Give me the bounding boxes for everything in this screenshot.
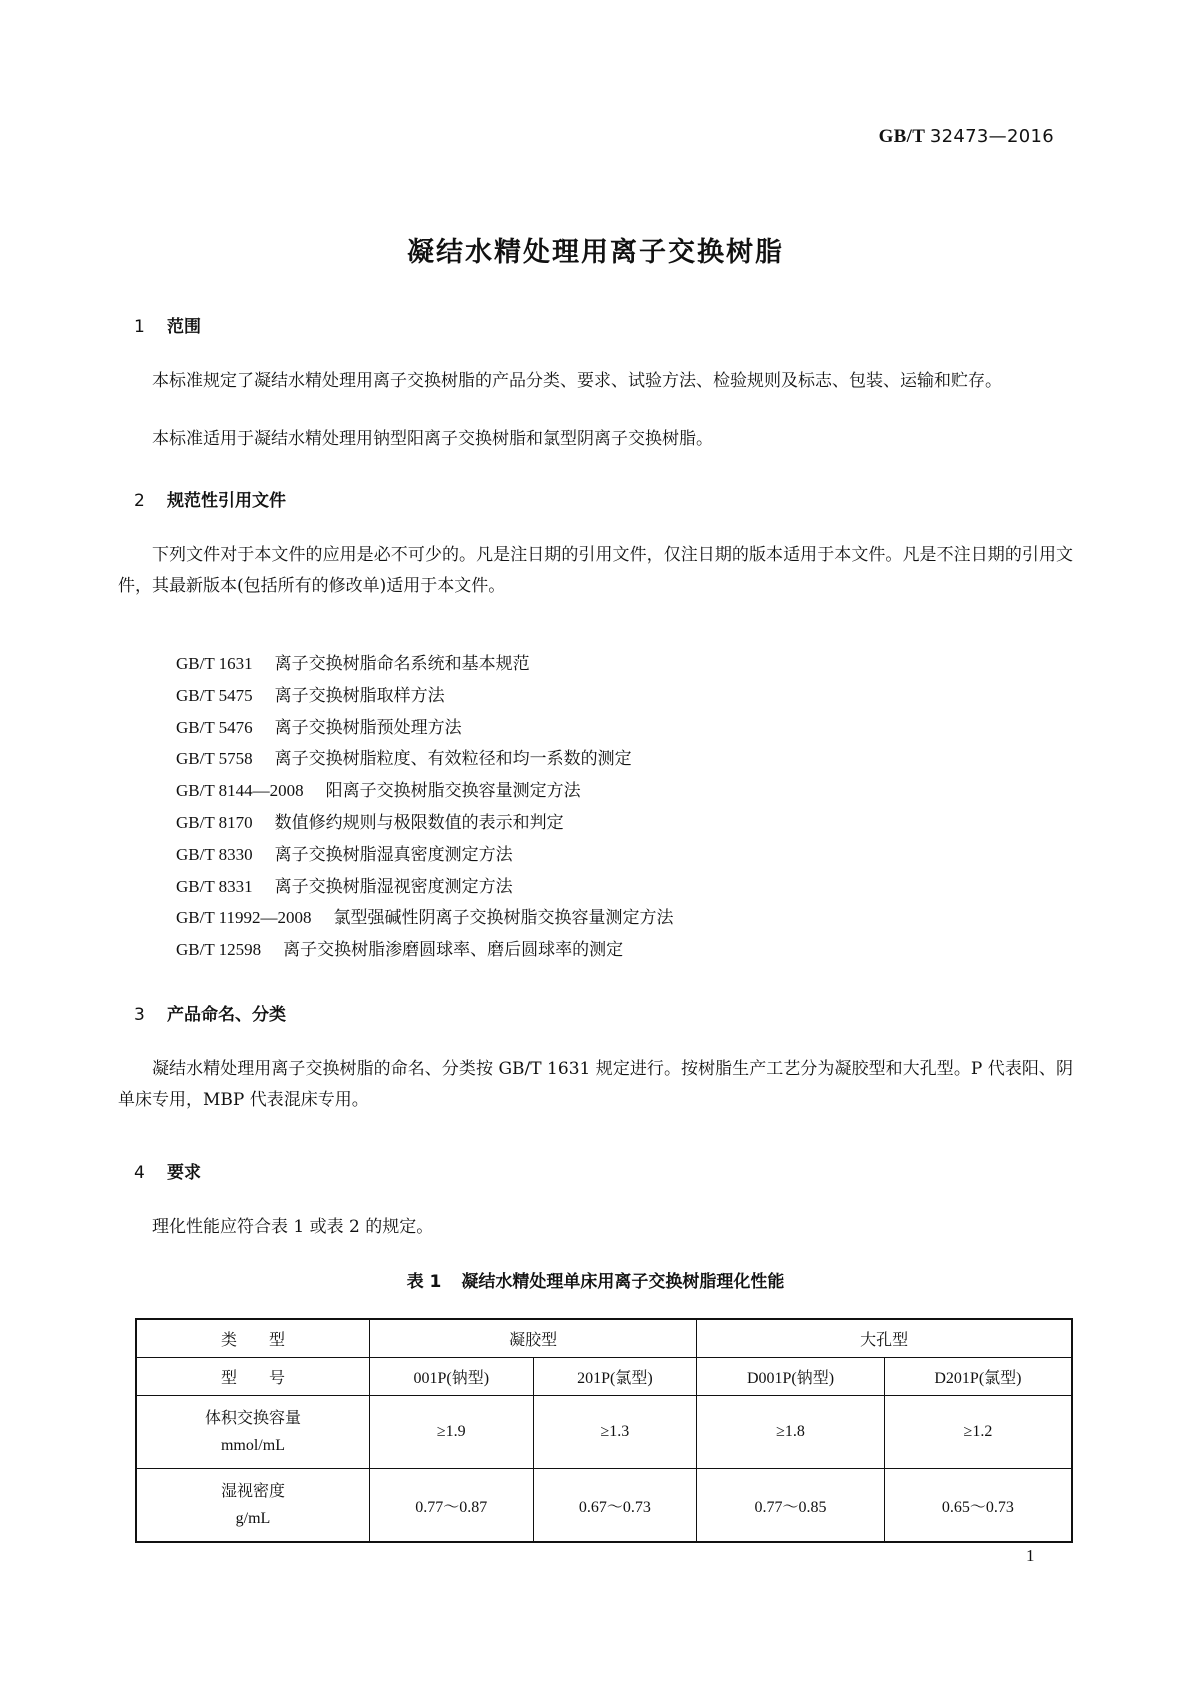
value-cell: 0.67～0.73: [533, 1469, 697, 1543]
reference-title: 离子交换树脂湿真密度测定方法: [274, 844, 513, 865]
section-number: 1: [134, 317, 145, 337]
property-cell: [136, 1469, 369, 1543]
reference-item: [176, 775, 674, 807]
reference-title: 离子交换树脂预处理方法: [274, 717, 462, 738]
reference-title: 数值修约规则与极限数值的表示和判定: [274, 812, 564, 833]
section-3-heading: [134, 1000, 286, 1025]
section-3-paragraph: 凝结水精处理用离子交换树脂的命名、分类按 GB/T 1631 规定进行。按树脂生产工艺分为凝胶型和大孔型。P 代表阳、阴单床专用，MBP 代表混床专用。: [118, 1059, 1073, 1110]
table-row: [136, 1319, 1072, 1358]
value-cell: ≥1.9: [369, 1396, 533, 1469]
reference-code: GB/T 12598: [176, 940, 262, 960]
standard-prefix: GB/T: [878, 126, 925, 147]
value-cell: ≥1.8: [697, 1396, 885, 1469]
section-title: 范围: [167, 317, 201, 337]
model-cell: 201P(氯型): [533, 1358, 697, 1396]
table-1-caption: [0, 1267, 1191, 1292]
property-unit: mmol/mL: [220, 1437, 285, 1454]
reference-code: GB/T 5476: [176, 717, 253, 737]
reference-title: 离子交换树脂命名系统和基本规范: [274, 654, 530, 674]
table-number: 表 1: [406, 1272, 442, 1292]
reference-item: [176, 648, 674, 680]
reference-item: [176, 807, 674, 839]
section-4-heading: [134, 1158, 201, 1183]
reference-title: 氯型强碱性阴离子交换树脂交换容量测定方法: [333, 908, 674, 929]
reference-code: GB/T 8330: [176, 844, 253, 864]
table-caption-text: 凝结水精处理单床用离子交换树脂理化性能: [461, 1272, 785, 1292]
standard-code: [879, 126, 1054, 148]
model-label-cell: 型 号: [136, 1358, 369, 1396]
reference-code: GB/T 8144—2008: [176, 781, 304, 801]
section-2-heading: [134, 486, 286, 511]
model-cell: 001P(钠型): [369, 1358, 533, 1396]
reference-item: [176, 743, 674, 775]
property-unit: g/mL: [235, 1510, 271, 1527]
section-title: 产品命名、分类: [167, 1005, 286, 1025]
value-cell: 0.65～0.73: [884, 1469, 1072, 1543]
reference-item: [176, 839, 674, 871]
value-cell: ≥1.2: [884, 1396, 1072, 1469]
section-2-paragraph: 下列文件对于本文件的应用是必不可少的。凡是注日期的引用文件，仅注日期的版本适用于本文件。凡是不注日期的引用文件，其最新版本(包括所有的修改单)适用于本文件。: [118, 545, 1073, 596]
reference-title: 离子交换树脂渗磨圆球率、磨后圆球率的测定: [283, 940, 624, 961]
document-title: 凝结水精处理用离子交换树脂: [407, 237, 784, 268]
property-name: 湿视密度: [220, 1481, 285, 1500]
reference-code: GB/T 1631: [176, 654, 253, 673]
group-header-macroporous: 大孔型: [697, 1319, 1072, 1358]
section-4-paragraph: 理化性能应符合表 1 或表 2 的规定。: [152, 1217, 434, 1237]
section-title: 要求: [167, 1163, 201, 1183]
reference-code: GB/T 8170: [176, 812, 253, 832]
value-cell: 0.77～0.87: [369, 1469, 533, 1543]
table-row: [136, 1358, 1072, 1396]
group-header-gel: 凝胶型: [369, 1319, 696, 1358]
reference-item: [176, 934, 674, 966]
reference-code: GB/T 8331: [176, 876, 253, 896]
reference-item: [176, 680, 674, 712]
type-label-cell: 类 型: [136, 1319, 369, 1358]
reference-title: 离子交换树脂取样方法: [274, 685, 445, 706]
reference-title: 离子交换树脂粒度、有效粒径和均一系数的测定: [274, 749, 632, 770]
reference-code: GB/T 5758: [176, 749, 253, 769]
table-1: [135, 1318, 1073, 1543]
section-1-paragraph-1: 本标准规定了凝结水精处理用离子交换树脂的产品分类、要求、试验方法、检验规则及标志、包装、运输和贮存。: [152, 371, 1002, 391]
reference-list: [176, 648, 674, 966]
property-name: 体积交换容量: [204, 1408, 301, 1427]
section-1-heading: [134, 312, 201, 337]
reference-title: 阳离子交换树脂交换容量测定方法: [325, 781, 581, 802]
section-number: 3: [134, 1005, 145, 1025]
reference-item: [176, 902, 674, 934]
model-cell: D001P(钠型): [697, 1358, 885, 1396]
value-cell: ≥1.3: [533, 1396, 697, 1469]
property-cell: [136, 1396, 369, 1469]
section-title: 规范性引用文件: [167, 491, 286, 511]
reference-title: 离子交换树脂湿视密度测定方法: [274, 876, 513, 897]
section-number: 2: [134, 491, 145, 511]
table-row: [136, 1396, 1072, 1469]
standard-number: 32473—2016: [929, 126, 1054, 147]
value-cell: 0.77～0.85: [697, 1469, 885, 1543]
section-1-paragraph-2: 本标准适用于凝结水精处理用钠型阳离子交换树脂和氯型阴离子交换树脂。: [152, 429, 713, 449]
page-number: 1: [1026, 1546, 1035, 1565]
model-cell: D201P(氯型): [884, 1358, 1072, 1396]
reference-item: [176, 871, 674, 903]
reference-code: GB/T 5475: [176, 685, 253, 705]
reference-code: GB/T 11992—2008: [176, 908, 312, 928]
section-number: 4: [134, 1163, 145, 1183]
table-row: [136, 1469, 1072, 1543]
reference-item: [176, 712, 674, 744]
